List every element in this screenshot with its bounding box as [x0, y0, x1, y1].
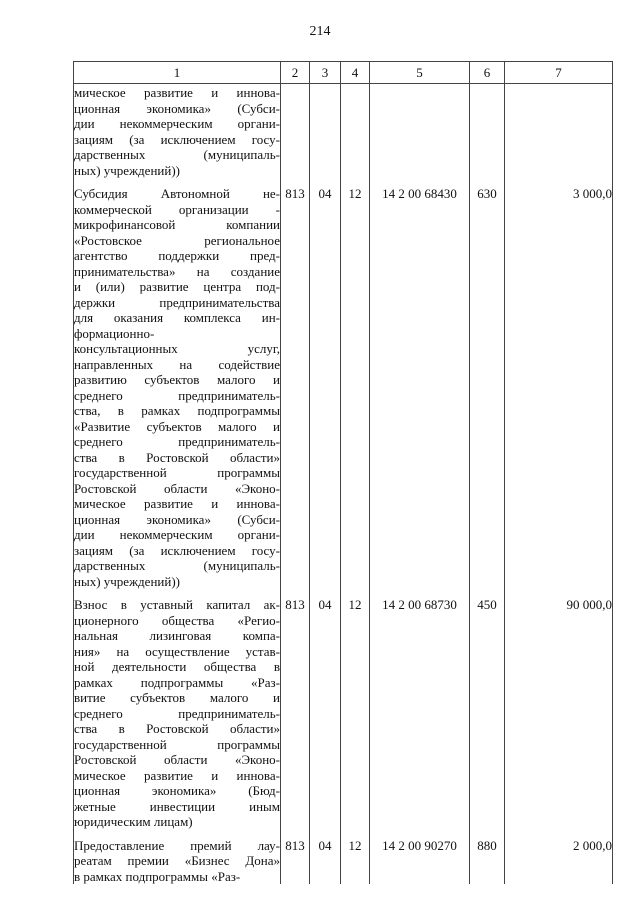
- cell-section: 04: [310, 589, 341, 830]
- description-line: Ростовской области «Эконо-: [74, 752, 280, 767]
- header-col-3: 3: [310, 62, 341, 84]
- description-line: ства в Ростовской области»: [74, 721, 280, 736]
- description-line: дии некоммерческим органи-: [74, 116, 280, 131]
- description-line: агентство поддержки пред-: [74, 248, 280, 263]
- description-line: ционерного общества «Регио-: [74, 612, 280, 628]
- cell-amount: [505, 84, 613, 179]
- cell-target-article: [370, 84, 470, 179]
- description-line: юридическим лицам): [74, 814, 193, 829]
- description-line: ных) учреждений)): [74, 162, 180, 178]
- table-row: [74, 830, 613, 885]
- cell-target-article: 14 2 00 90270: [370, 830, 470, 885]
- cell-expense-type: 880: [470, 830, 505, 885]
- table-body: [74, 84, 613, 885]
- cell-admin-code: 813: [281, 589, 310, 830]
- cell-admin-code: 813: [281, 830, 310, 885]
- description-line: коммерческой организации -: [74, 201, 280, 217]
- cell-expense-type: [470, 84, 505, 179]
- header-col-2: 2: [281, 62, 310, 84]
- cell-amount: 2 000,0: [505, 830, 613, 885]
- cell-section: 04: [310, 178, 341, 589]
- description-line: мическое развитие и иннова-: [74, 767, 280, 783]
- description-line: ционная экономика» (Бюд-: [74, 783, 280, 798]
- cell-admin-code: 813: [281, 178, 310, 589]
- description-line: Взнос в уставный капитал ак-: [74, 597, 280, 612]
- cell-amount: 3 000,0: [505, 178, 613, 589]
- description-line: жетные инвестиции иным: [74, 798, 280, 814]
- cell-expense-type: 450: [470, 589, 505, 830]
- row-description: [74, 84, 281, 179]
- row-description: [74, 830, 281, 885]
- table-row: [74, 84, 613, 179]
- table-header-row: [74, 62, 613, 84]
- description-line: для оказания комплекса ин-: [74, 310, 280, 325]
- cell-target-article: 14 2 00 68430: [370, 178, 470, 589]
- description-line: среднего предприниматель-: [74, 705, 280, 721]
- description-line: держки предпринимательства: [74, 294, 280, 310]
- row-description: [74, 178, 281, 589]
- header-col-6: 6: [470, 62, 505, 84]
- description-line: «Ростовское региональное: [74, 232, 280, 248]
- description-line: государственной программы: [74, 736, 280, 752]
- description-line: Предоставление премий лау-: [74, 837, 280, 853]
- description-line: ства, в рамках подпрограммы: [74, 403, 280, 418]
- description-line: и (или) развитие центра под-: [74, 279, 280, 294]
- description-line: формационно-: [74, 325, 155, 341]
- cell-section: [310, 84, 341, 179]
- description-line: Ростовской области «Эконо-: [74, 480, 280, 496]
- page-number: 214: [309, 24, 331, 39]
- description-line: консультационных услуг,: [74, 341, 280, 356]
- row-description: [74, 589, 281, 830]
- description-line: реатам премии «Бизнес Дона»: [74, 853, 280, 868]
- cell-section: 04: [310, 830, 341, 885]
- header-col-1: 1: [74, 62, 281, 84]
- description-line: рамках подпрограммы «Раз-: [74, 674, 280, 690]
- description-line: ционная экономика» (Субси-: [74, 511, 280, 527]
- cell-subsection: 12: [341, 178, 370, 589]
- description-line: ционная экономика» (Субси-: [74, 100, 280, 116]
- header-col-5: 5: [370, 62, 470, 84]
- description-line: направленных на содействие: [74, 356, 280, 372]
- cell-admin-code: [281, 84, 310, 179]
- description-line: принимательства» на создание: [74, 263, 280, 279]
- description-line: в рамках подпрограммы «Раз-: [74, 868, 241, 884]
- budget-table: [73, 61, 613, 884]
- description-line: ной деятельности общества в: [74, 659, 280, 674]
- description-line: развитию субъектов малого и: [74, 372, 280, 387]
- description-line: зациям (за исключением госу-: [74, 542, 280, 558]
- table-row: [74, 178, 613, 589]
- cell-target-article: 14 2 00 68730: [370, 589, 470, 830]
- description-line: ных) учреждений)): [74, 573, 180, 589]
- description-line: витие субъектов малого и: [74, 690, 280, 705]
- description-line: Субсидия Автономной не-: [74, 186, 280, 201]
- header-col-4: 4: [341, 62, 370, 84]
- cell-subsection: [341, 84, 370, 179]
- description-line: среднего предприниматель-: [74, 387, 280, 403]
- description-line: ства в Ростовской области»: [74, 449, 280, 465]
- description-line: ния» на осуществление устав-: [74, 643, 280, 659]
- description-line: микрофинансовой компании: [74, 217, 280, 232]
- description-line: нальная лизинговая компа-: [74, 628, 280, 643]
- description-line: «Развитие субъектов малого и: [74, 418, 280, 434]
- cell-subsection: 12: [341, 589, 370, 830]
- description-line: мическое развитие и иннова-: [74, 496, 280, 511]
- description-line: мическое развитие и иннова-: [74, 85, 280, 100]
- description-line: дарственных (муниципаль-: [74, 558, 280, 573]
- description-line: зациям (за исключением госу-: [74, 131, 280, 147]
- description-line: государственной программы: [74, 465, 280, 480]
- description-line: дии некоммерческим органи-: [74, 527, 280, 542]
- description-line: среднего предприниматель-: [74, 434, 280, 449]
- cell-expense-type: 630: [470, 178, 505, 589]
- cell-subsection: 12: [341, 830, 370, 885]
- cell-amount: 90 000,0: [505, 589, 613, 830]
- table-row: [74, 589, 613, 830]
- header-col-7: 7: [505, 62, 613, 84]
- description-line: дарственных (муниципаль-: [74, 147, 280, 162]
